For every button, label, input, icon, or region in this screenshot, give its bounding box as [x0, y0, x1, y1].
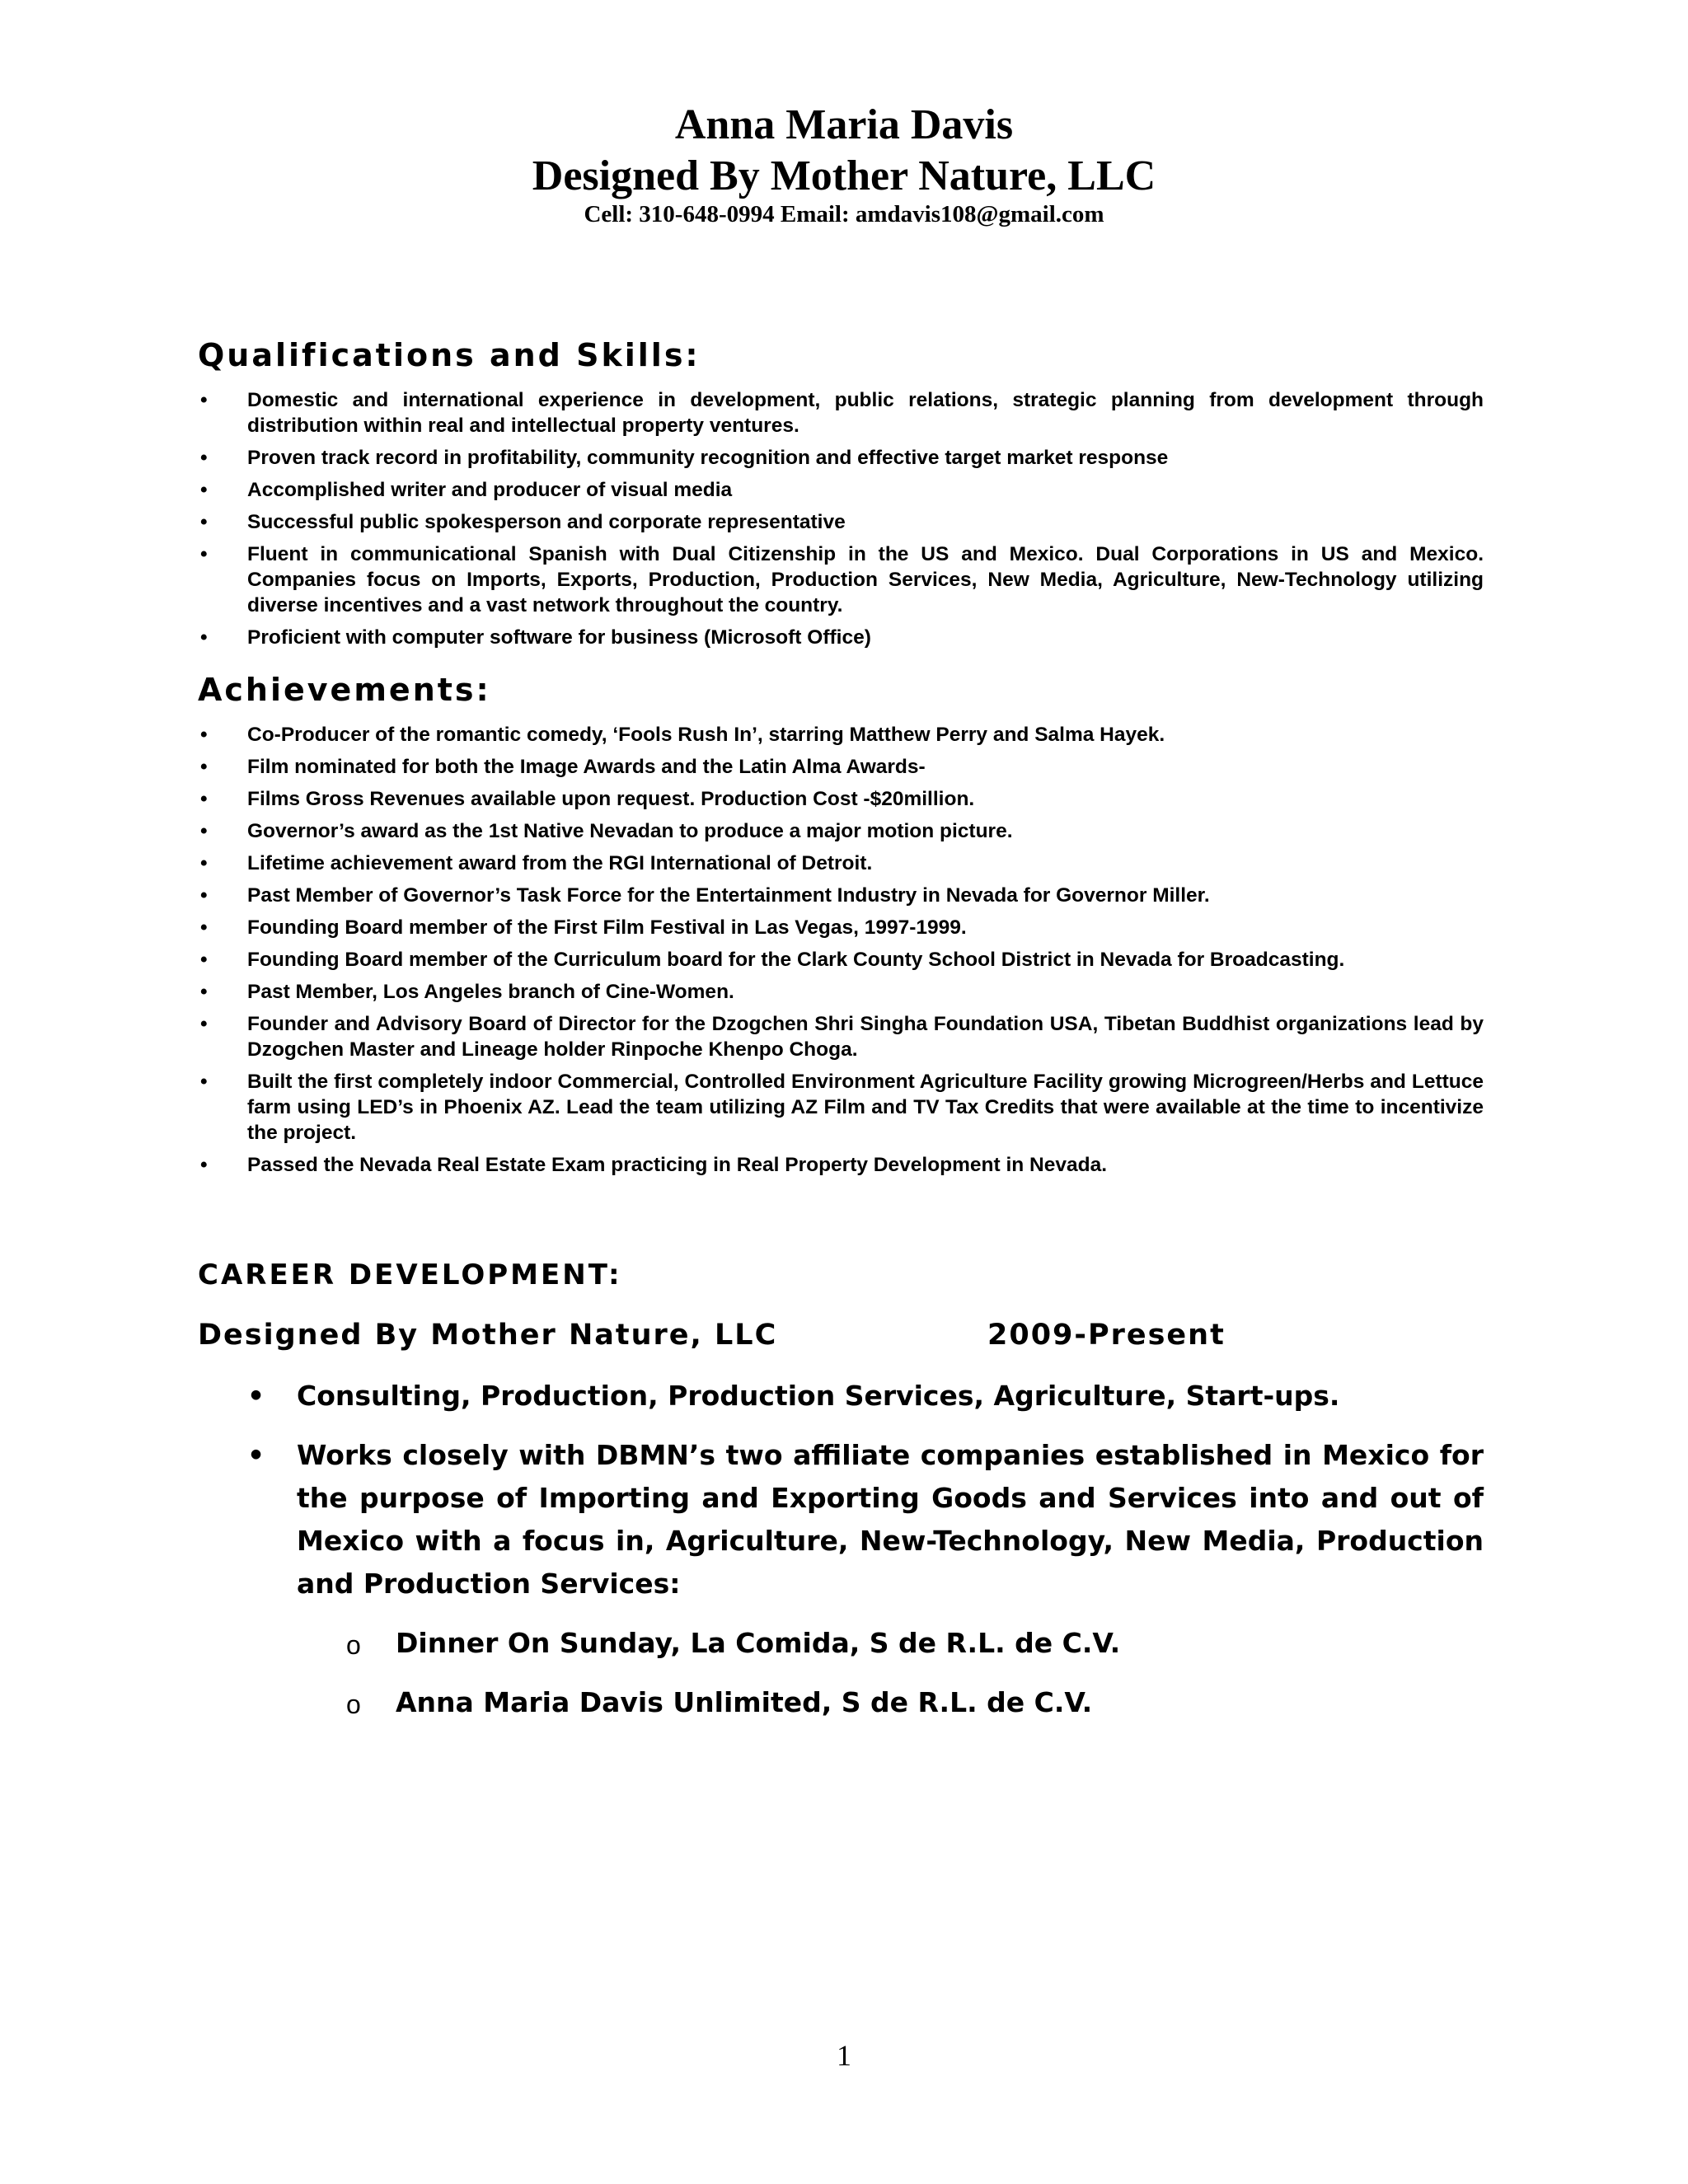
list-item	[198, 979, 1484, 1005]
bullet-icon: •	[200, 788, 208, 810]
list-item-text: Passed the Nevada Real Estate Exam practicing in Real Property Development in Nevada.	[247, 1154, 1108, 1176]
contact-line: Cell: 310-648-0994 Email: amdavis108@gmail.com	[584, 201, 1104, 227]
list-item	[198, 722, 1484, 748]
list-item-text: Works closely with DBMN’s two affiliate companies established in Mexico for the purpose of Importing and Exporting Goods and Services into and out of Mexico with a focus in, Agriculture, New-Technology, New Media, Production and Production Services:	[297, 1439, 1484, 1600]
list-item	[247, 1375, 1484, 1418]
list-item-text: Co-Producer of the romantic comedy, ‘Fools Rush In’, starring Matthew Perry and Salma Hayek.	[247, 724, 1165, 746]
list-item	[297, 1681, 1484, 1724]
list-item	[198, 625, 1484, 650]
circle-bullet-icon: o	[346, 1690, 361, 1719]
bullet-icon: •	[200, 981, 208, 1003]
list-item-text: Films Gross Revenues available upon request. Production Cost -$20million.	[247, 788, 975, 810]
list-item-text: Fluent in communicational Spanish with Dual Citizenship in the US and Mexico. Dual Corporations in US and Mexico. Companies focus on Imports, Exports, Production, Production Services, New Media, Agriculture, New-Technology utilizing diverse incentives and a vast network throughout the country.	[247, 543, 1484, 616]
bullet-icon: •	[200, 389, 208, 411]
list-item	[297, 1622, 1484, 1665]
bullet-icon: •	[200, 852, 208, 874]
career-list	[247, 1375, 1484, 1741]
qualifications-list	[198, 387, 1484, 657]
list-item	[198, 445, 1484, 471]
list-item	[198, 541, 1484, 618]
list-item-text: Consulting, Production, Production Services, Agriculture, Start-ups.	[297, 1380, 1340, 1412]
list-item	[198, 851, 1484, 876]
bullet-icon: •	[200, 543, 208, 565]
list-item-text: Successful public spokesperson and corporate representative	[247, 511, 846, 533]
list-item	[198, 786, 1484, 812]
list-item-text: Domestic and international experience in development, public relations, strategic planning from development through distribution within real and intellectual property ventures.	[247, 389, 1484, 437]
bullet-icon: •	[200, 1154, 208, 1176]
list-item-text: Accomplished writer and producer of visual media	[247, 479, 733, 501]
achievements-heading: Achievements:	[198, 672, 491, 708]
bullet-icon: •	[247, 1380, 265, 1412]
list-item-text: Governor’s award as the 1st Native Nevadan to produce a major motion picture.	[247, 820, 1013, 842]
list-item	[198, 477, 1484, 503]
bullet-icon: •	[200, 724, 208, 746]
list-item-text: Anna Maria Davis Unlimited, S de R.L. de C.V.	[396, 1686, 1093, 1718]
company-name: Designed By Mother Nature, LLC	[532, 152, 1156, 199]
bullet-icon: •	[200, 1071, 208, 1093]
list-item-text: Proven track record in profitability, community recognition and effective target market response	[247, 447, 1169, 469]
career-heading: CAREER DEVELOPMENT:	[198, 1258, 622, 1291]
achievements-list	[198, 722, 1484, 1184]
list-item	[198, 1152, 1484, 1178]
bullet-icon: •	[200, 820, 208, 842]
page-number: 1	[837, 2039, 851, 2072]
bullet-icon: •	[200, 1013, 208, 1035]
list-item-text: Film nominated for both the Image Awards and the Latin Alma Awards-	[247, 756, 926, 778]
bullet-icon: •	[200, 447, 208, 469]
bullet-icon: •	[200, 626, 208, 649]
list-item-text: Dinner On Sunday, La Comida, S de R.L. de C.V.	[396, 1627, 1121, 1659]
list-item	[198, 1011, 1484, 1062]
job-header	[198, 1321, 1484, 1350]
affiliates-list	[297, 1622, 1484, 1724]
list-item-text: Founder and Advisory Board of Director for the Dzogchen Shri Singha Foundation USA, Tibetan Buddhist organizations lead by Dzogchen Master and Lineage holder Rinpoche Khenpo Choga.	[247, 1013, 1484, 1061]
list-item	[198, 1069, 1484, 1146]
list-item-text: Founding Board member of the First Film Festival in Las Vegas, 1997-1999.	[247, 916, 967, 939]
bullet-icon: •	[200, 916, 208, 939]
job-dates: 2009-Present	[987, 1319, 1226, 1352]
circle-bullet-icon: o	[346, 1630, 361, 1660]
list-item-text: Past Member of Governor’s Task Force for the Entertainment Industry in Nevada for Governor Miller.	[247, 884, 1210, 907]
list-item	[198, 883, 1484, 908]
bullet-icon: •	[200, 479, 208, 501]
list-item	[198, 947, 1484, 972]
list-item	[198, 387, 1484, 438]
bullet-icon: •	[200, 884, 208, 907]
list-item	[247, 1434, 1484, 1724]
list-item-text: Proficient with computer software for business (Microsoft Office)	[247, 626, 871, 649]
resume-name: Anna Maria Davis	[674, 101, 1014, 148]
list-item	[198, 509, 1484, 535]
list-item-text: Built the first completely indoor Commercial, Controlled Environment Agriculture Facility growing Microgreen/Herbs and Lettuce farm using LED’s in Phoenix AZ. Lead the team utilizing AZ Film and TV Tax Credits that were available at the time to incentivize the project.	[247, 1071, 1484, 1144]
bullet-icon: •	[200, 949, 208, 971]
bullet-icon: •	[247, 1439, 265, 1471]
list-item	[198, 915, 1484, 940]
list-item-text: Founding Board member of the Curriculum board for the Clark County School District in Nevada for Broadcasting.	[247, 949, 1345, 971]
qualifications-heading: Qualifications and Skills:	[198, 337, 701, 373]
bullet-icon: •	[200, 511, 208, 533]
list-item	[198, 754, 1484, 780]
list-item	[198, 818, 1484, 844]
list-item-text: Past Member, Los Angeles branch of Cine-Women.	[247, 981, 734, 1003]
list-item-text: Lifetime achievement award from the RGI International of Detroit.	[247, 852, 873, 874]
job-company: Designed By Mother Nature, LLC	[198, 1319, 778, 1352]
bullet-icon: •	[200, 756, 208, 778]
